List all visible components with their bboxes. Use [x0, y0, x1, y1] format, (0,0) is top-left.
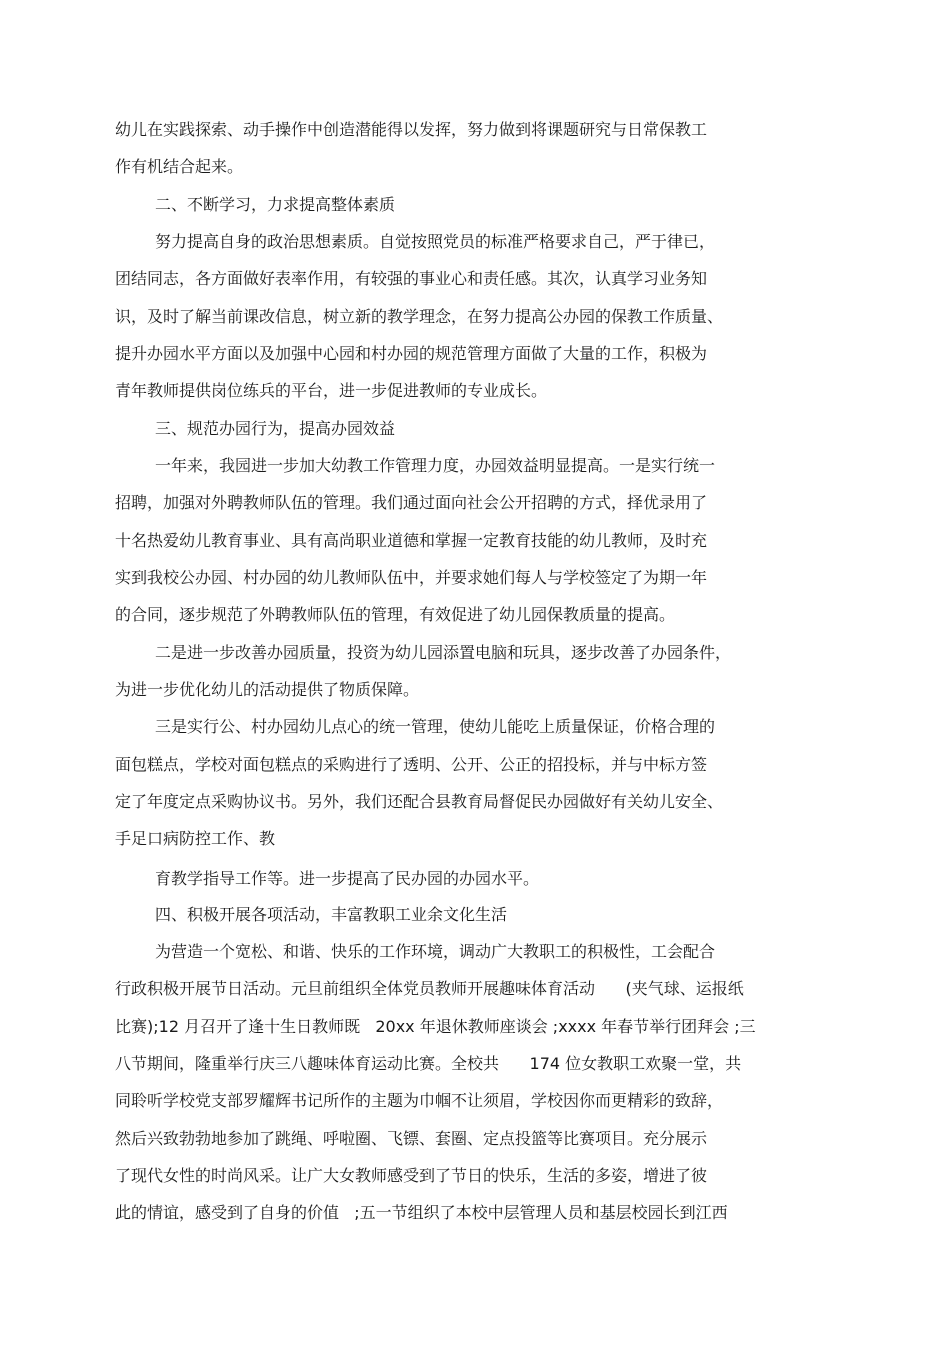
- section-heading: 二、不断学习，力求提高整体素质: [155, 195, 396, 214]
- body-text-line: 为营造一个宽松、和谐、快乐的工作环境，调动广大教职工的积极性，工会配合: [155, 942, 716, 961]
- body-text-line: 招聘，加强对外聘教师队伍的管理。我们通过面向社会公开招聘的方式，择优录用了: [115, 493, 708, 512]
- body-text-line: 提升办园水平方面以及加强中心园和村办园的规范管理方面做了大量的工作，积极为: [115, 344, 708, 363]
- body-text-line: 手足口病防控工作、教: [115, 829, 276, 848]
- body-text-line: 同聆听学校党支部罗耀辉书记所作的主题为巾帼不让须眉，学校因你而更精彩的致辞，: [115, 1091, 724, 1110]
- body-text-line: 育教学指导工作等。进一步提高了民办园的办园水平。: [155, 869, 540, 888]
- body-text-line: 为进一步优化幼儿的活动提供了物质保障。: [115, 680, 420, 699]
- body-text-line: 比赛);12 月召开了逢十生日教师既 20xx 年退休教师座谈会 ;xxxx 年春节举行团拜会 ;三: [115, 1017, 756, 1036]
- body-text-line: 幼儿在实践探索、动手操作中创造潜能得以发挥，努力做到将课题研究与日常保教工: [115, 120, 708, 139]
- body-text-line: 作有机结合起来。: [115, 157, 244, 176]
- section-heading: 四、积极开展各项活动，丰富教职工业余文化生活: [155, 905, 508, 924]
- body-text-line: 三是实行公、村办园幼儿点心的统一管理，使幼儿能吃上质量保证，价格合理的: [155, 717, 716, 736]
- body-text-line: 了现代女性的时尚风采。让广大女教师感受到了节日的快乐，生活的多姿，增进了彼: [115, 1166, 708, 1185]
- body-text-line: 努力提高自身的政治思想素质。自觉按照党员的标准严格要求自己，严于律已，: [155, 232, 716, 251]
- body-text-line: 八节期间，隆重举行庆三八趣味体育运动比赛。全校共 174 位女教职工欢聚一堂，共: [115, 1054, 742, 1073]
- section-heading: 三、规范办园行为，提高办园效益: [155, 419, 396, 438]
- body-text-line: 团结同志，各方面做好表率作用，有较强的事业心和责任感。其次，认真学习业务知: [115, 269, 708, 288]
- body-text-line: 一年来，我园进一步加大幼教工作管理力度，办园效益明显提高。一是实行统一: [155, 456, 716, 475]
- body-text-line: 然后兴致勃勃地参加了跳绳、呼啦圈、飞镖、套圈、定点投篮等比赛项目。充分展示: [115, 1129, 708, 1148]
- body-text-line: 青年教师提供岗位练兵的平台，进一步促进教师的专业成长。: [115, 381, 548, 400]
- body-text-line: 行政积极开展节日活动。元旦前组织全体党员教师开展趣味体育活动 (夹气球、运报纸: [115, 979, 744, 998]
- body-text-line: 的合同，逐步规范了外聘教师队伍的管理，有效促进了幼儿园保教质量的提高。: [115, 605, 676, 624]
- body-text-line: 二是进一步改善办园质量，投资为幼儿园添置电脑和玩具，逐步改善了办园条件，: [155, 643, 732, 662]
- body-text-line: 识，及时了解当前课改信息，树立新的教学理念，在努力提高公办园的保教工作质量、: [115, 307, 724, 326]
- body-text-line: 定了年度定点采购协议书。另外，我们还配合县教育局督促民办园做好有关幼儿安全、: [115, 792, 724, 811]
- body-text-line: 十名热爱幼儿教育事业、具有高尚职业道德和掌握一定教育技能的幼儿教师，及时充: [115, 531, 708, 550]
- body-text-line: 此的情谊，感受到了自身的价值 ;五一节组织了本校中层管理人员和基层校园长到江西: [115, 1203, 728, 1222]
- body-text-line: 实到我校公办园、村办园的幼儿教师队伍中，并要求她们每人与学校签定了为期一年: [115, 568, 708, 587]
- body-text-line: 面包糕点，学校对面包糕点的采购进行了透明、公开、公正的招投标，并与中标方签: [115, 755, 708, 774]
